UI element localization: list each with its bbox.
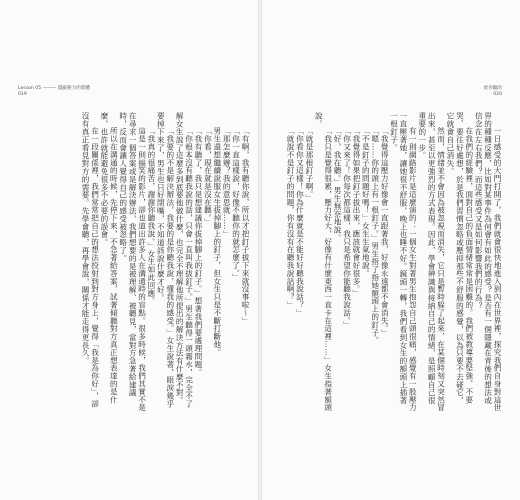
left-running-header: Lesson 05 ——— 隱蔽秘力的實體 — [18, 86, 90, 91]
dialogue-line: 「我有聽了，我只是想建議你拔掉腳上的釘子。」想著我們要處理問題。 — [193, 127, 203, 377]
dialogue-line: 「嗯……你的頭上有一根釘子。」男生指了指她額頭上的釘子。 — [370, 127, 380, 345]
dialogue-line: 「那怎麼辦？我的意思就……」 — [222, 127, 232, 238]
paragraph: 有一則網路影片是這麼演的：一個女生對著男生抱怨自己頭很痛，感覺有一股壓力一直壓著她，讓她很不舒服，晚上也睡不好。鏡頭一轉，我們看到女生的額頭上插著一根釘子。 — [389, 112, 418, 412]
dialogue-line: 「就說不是釘子的問題，你有沒有在聽我說話啊？」 — [286, 127, 296, 309]
dialogue-line: 「你看，現在就是沒在聽。」 — [203, 127, 213, 227]
paragraph: 所以在溝通的時候，先停下來，不急著給答案，試著傾聽對方真正想表達的是什麼，也許就能避免很多不必要的誤會。 — [99, 112, 119, 404]
left-body-text — [14, 112, 250, 412]
paragraph: 一日感受的大門打開了，我們就會很快地進入到內在世界裡，探究我們自身對這世界的種種反應，比如對某事件為何會有如此的感受？是否有一個隱藏在背後的想法或信念在左右我們？而這些感受又是如何影響我們的行為？ — [474, 112, 502, 412]
paragraph: 這是一則搞笑的影片，卻也道出許多人在溝通時的盲點。很多時候，我們其實不是在尋求一個答案或是解決辦法，我們想要的是被理解、被聽見，當對方急著給建議時，反而會讓人覺得自己的感受被忽略了。 — [118, 112, 147, 412]
dialogue-line: 「不是釘子的問題好嗎！」女生生氣地說。 — [361, 127, 371, 278]
dialogue-line: 「我要的不是解決辦法，我要的是你聽我說，懂我的感受。」女生說著，眼淚幾乎要掉下來了，男生也只好閉嘴，不知道該說什麼才好。 — [156, 112, 175, 408]
right-running-header: 給你聽的 — [483, 86, 502, 91]
dialogue-line: 「你根本沒有聽我說的話，只會一直叫我拔釘子。」男生聽得一頭霧水，完全不了解女生說了這麼多到底要他做什麼，也完全不理解他所提出的解決方法有什麼不對。 — [175, 112, 194, 408]
left-page-number: 019 — [18, 92, 27, 97]
dialogue-line: 「我真的很痛苦，謝謝你聽我說。」女生如此回應。 — [146, 127, 156, 306]
paragraph: 男生還想繼續說服女生拔掉腳上的釘子，但女生只是不斷打斷他。 — [212, 127, 222, 357]
dialogue-line: 「你又來了！你每次都這樣，我只是希望你能聽我說話。」 — [342, 127, 352, 329]
dialogue-line: 「好，我在聽。」男生無奈地說。 — [333, 127, 343, 242]
dialogue-line: 「我只是覺得很累，壓力好大，好像有什麼東西一直卡在這裡……」女生指著額頭說。 — [314, 112, 333, 412]
right-page-number: 020 — [493, 92, 502, 97]
dialogue-line: 「就是那根釘子啊。」 — [304, 127, 314, 203]
right-body-text — [278, 112, 502, 412]
dialogue-line: 「你一直這樣說，好像不聽你的就怎麼了。」 — [231, 127, 241, 282]
paragraph: 在我們的經驗裡，面對自己的負面情緒常常是困難的。我們被教導要堅強、不要哭、要往好處想，於是我們習慣忽略或壓抑那些不舒服的感覺，以為只要不去碰它，它就會自己消失。 — [445, 112, 474, 405]
dialogue-line: 「你看你又這樣！你為什麼就是不能好好聽我說話？」 — [295, 127, 305, 317]
dialogue-line: 「我覺得這壓力好像會一直跟著我，好像永遠都不會消失。」 — [380, 127, 390, 337]
paragraph: 在一段關係裡，我們常常把自己的想法投射到對方身上，覺得「我是為你好」，卻沒有真正看見對方的需要。先學會聽，再學會說，關係才能走得更長久。 — [81, 112, 100, 408]
paragraph: 然而，情緒並不會因為被忽視而消失，它只是暫時躲了起來，在某個時刻又突然冒出來，甚至以更強烈的方式表現。因此，學會辨識與接納自己的情緒，是照顧自己很重要的一步。 — [417, 112, 446, 412]
dialogue-line: 「有啊，我有聽你說，所以才把釘子拔下來就沒事啦～」 — [241, 127, 250, 325]
dialogue-line: 「我覺得如果把釘子拔出來，應該就會好很多。」 — [351, 127, 361, 298]
